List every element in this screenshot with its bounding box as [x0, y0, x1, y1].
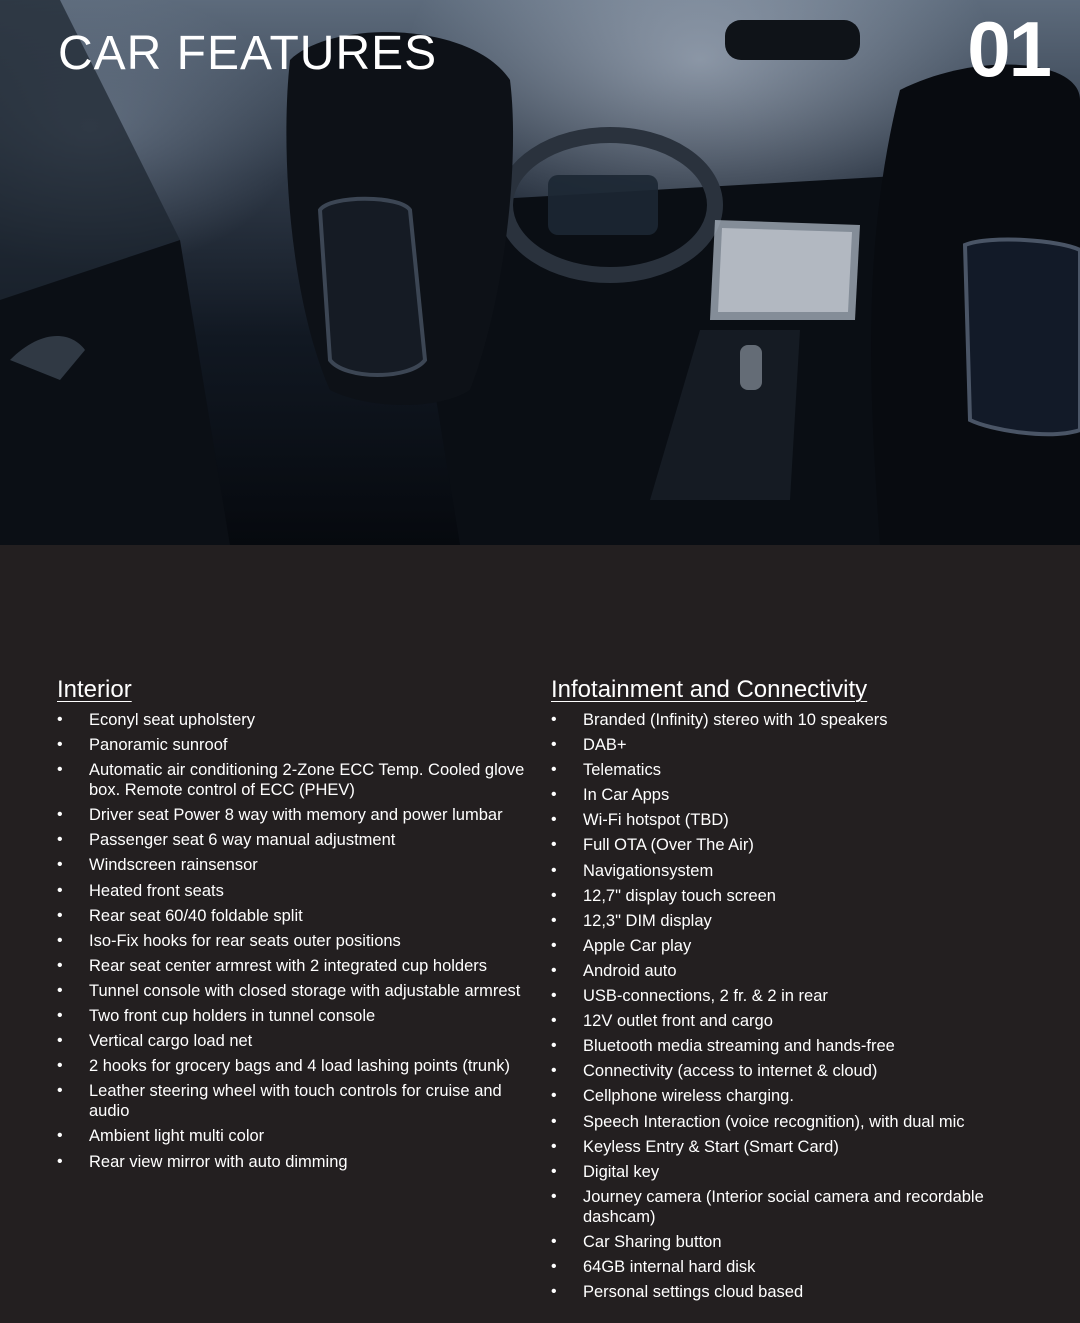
list-item: • Automatic air conditioning 2-Zone ECC Temp. Cooled glove box. Remote control of ECC (PHEV) — [57, 760, 537, 800]
list-item: • Personal settings cloud based — [551, 1282, 1051, 1302]
list-item: • Car Sharing button — [551, 1232, 1051, 1252]
infotainment-section — [551, 676, 1051, 1307]
hero-car-interior-image — [0, 0, 1080, 545]
infotainment-heading: Infotainment and Connectivity — [551, 676, 868, 703]
infotainment-list — [551, 710, 1051, 1302]
list-item: • Speech Interaction (voice recognition), with dual mic — [551, 1112, 1051, 1132]
list-item: • Branded (Infinity) stereo with 10 speakers — [551, 710, 1051, 730]
list-item: • USB-connections, 2 fr. & 2 in rear — [551, 986, 1051, 1006]
list-item: • In Car Apps — [551, 785, 1051, 805]
list-item: • Vertical cargo load net — [57, 1031, 537, 1051]
list-item: • Ambient light multi color — [57, 1126, 537, 1146]
list-item: • DAB+ — [551, 735, 1051, 755]
page-number: 01 — [967, 5, 1050, 93]
list-item: • Telematics — [551, 760, 1051, 780]
list-item: • Apple Car play — [551, 936, 1051, 956]
list-item: • Passenger seat 6 way manual adjustment — [57, 830, 537, 850]
list-item: • 12V outlet front and cargo — [551, 1011, 1051, 1031]
list-item: • Leather steering wheel with touch controls for cruise and audio — [57, 1081, 537, 1121]
list-item: • Rear seat 60/40 foldable split — [57, 906, 537, 926]
list-item: • Connectivity (access to internet & cloud) — [551, 1061, 1051, 1081]
list-item: • Driver seat Power 8 way with memory and power lumbar — [57, 805, 537, 825]
list-item: • Panoramic sunroof — [57, 735, 537, 755]
list-item: • Wi-Fi hotspot (TBD) — [551, 810, 1051, 830]
list-item: • 64GB internal hard disk — [551, 1257, 1051, 1277]
list-item: • Digital key — [551, 1162, 1051, 1182]
interior-list — [57, 710, 537, 1172]
list-item: • Navigationsystem — [551, 861, 1051, 881]
list-item: • Iso-Fix hooks for rear seats outer positions — [57, 931, 537, 951]
list-item: • Two front cup holders in tunnel console — [57, 1006, 537, 1026]
page-title: CAR FEATURES — [58, 27, 438, 80]
list-item: • 2 hooks for grocery bags and 4 load lashing points (trunk) — [57, 1056, 537, 1076]
car-interior-illustration — [0, 0, 1080, 545]
interior-heading: Interior — [57, 676, 132, 703]
interior-section — [57, 676, 537, 1177]
list-item: • 12,7" display touch screen — [551, 886, 1051, 906]
list-item: • Windscreen rainsensor — [57, 855, 537, 875]
list-item: • 12,3" DIM display — [551, 911, 1051, 931]
list-item: • Cellphone wireless charging. — [551, 1086, 1051, 1106]
list-item: • Heated front seats — [57, 881, 537, 901]
list-item: • Tunnel console with closed storage with adjustable armrest — [57, 981, 537, 1001]
list-item: • Econyl seat upholstery — [57, 710, 537, 730]
list-item: • Rear seat center armrest with 2 integrated cup holders — [57, 956, 537, 976]
list-item: • Full OTA (Over The Air) — [551, 835, 1051, 855]
list-item: • Android auto — [551, 961, 1051, 981]
list-item: • Rear view mirror with auto dimming — [57, 1152, 537, 1172]
list-item: • Keyless Entry & Start (Smart Card) — [551, 1137, 1051, 1157]
list-item: • Journey camera (Interior social camera and recordable dashcam) — [551, 1187, 1051, 1227]
list-item: • Bluetooth media streaming and hands-free — [551, 1036, 1051, 1056]
